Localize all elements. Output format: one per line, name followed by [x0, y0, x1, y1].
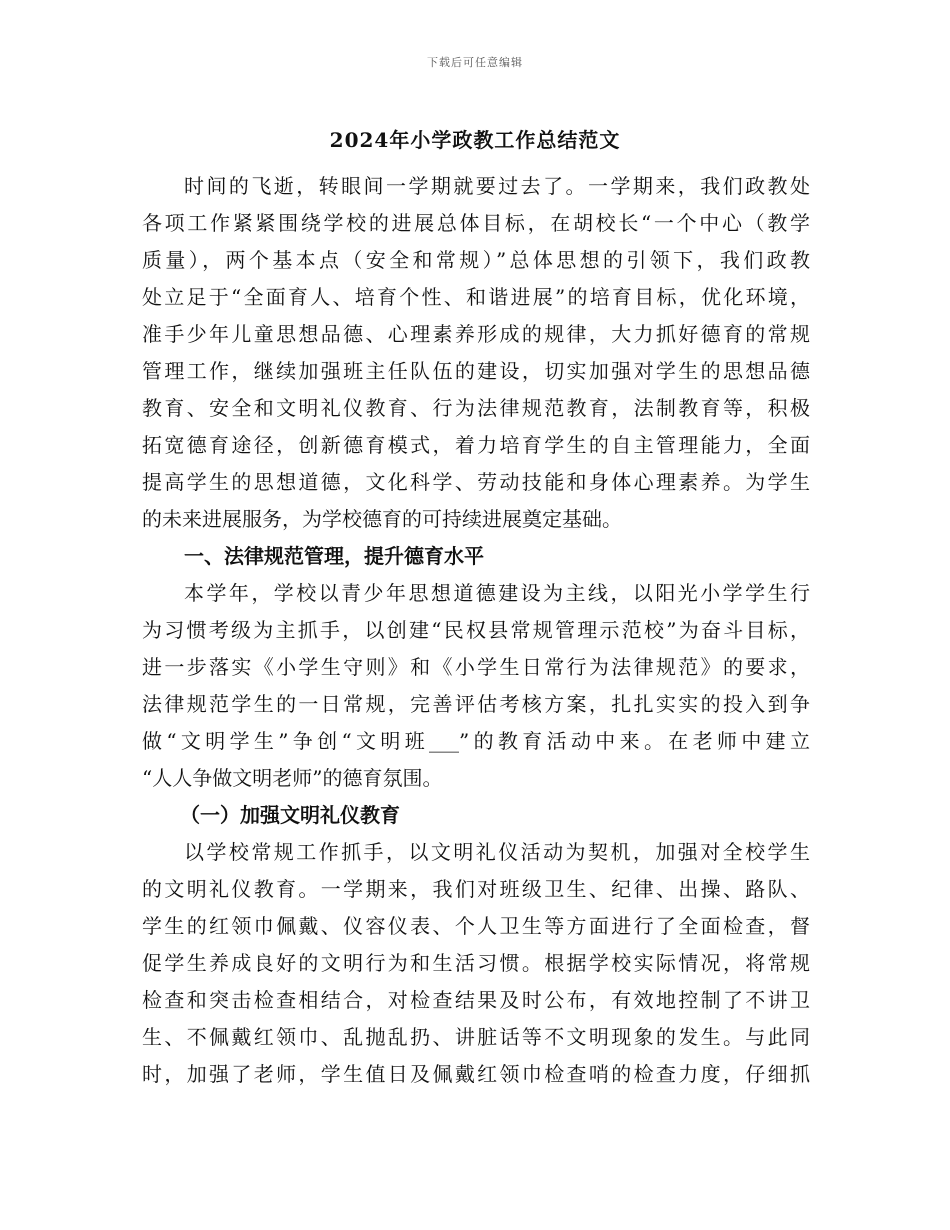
paragraph: [142, 834, 810, 1093]
text-line: 一、法律规范管理，提升德育水平: [184, 544, 484, 568]
text-line: 教育、安全和文明礼仪教育、行为法律规范教育，法制教育等，积极: [142, 396, 810, 420]
document-body: [142, 168, 810, 1093]
text-line: 处立足于“全面育人、培育个性、和谐进展”的培育目标，优化环境，: [142, 285, 810, 309]
text-line: “人人争做文明老师”的德育氛围。: [142, 766, 443, 790]
paragraph: [142, 575, 810, 797]
document-title: 2024年小学政教工作总结范文: [329, 128, 621, 152]
text-line: 准手少年儿童思想品德、心理素养形成的规律，大力抓好德育的常规: [142, 322, 810, 346]
text-line: 的文明礼仪教育。一学期来，我们对班级卫生、纪律、出操、路队、: [142, 877, 810, 901]
paragraph: [142, 168, 810, 538]
text-line: 本学年，学校以青少年思想道德建设为主线，以阳光小学学生行: [184, 581, 810, 605]
text-line: 进一步落实《小学生守则》和《小学生日常行为法律规范》的要求，: [142, 655, 810, 679]
text-line: 检查和突击检查相结合，对检查结果及时公布，有效地控制了不讲卫: [142, 988, 810, 1012]
text-line: （一）加强文明礼仪教育: [180, 803, 400, 827]
text-line: 各项工作紧紧围绕学校的进展总体目标，在胡校长“一个中心（教学: [142, 211, 810, 235]
text-line: 拓宽德育途径，创新德育模式，着力培育学生的自主管理能力，全面: [142, 433, 810, 457]
text-line: 促学生养成良好的文明行为和生活习惯。根据学校实际情况，将常规: [142, 951, 810, 975]
text-line: 的未来进展服务，为学校德育的可持续进展奠定基础。: [142, 507, 622, 531]
text-line: 学生的红领巾佩戴、仪容仪表、个人卫生等方面进行了全面检查，督: [142, 914, 810, 938]
text-line: 做“文明学生”争创“文明班___”的教育活动中来。在老师中建立: [142, 729, 810, 753]
text-line: 提高学生的思想道德，文化科学、劳动技能和身体心理素养。为学生: [142, 470, 810, 494]
text-line: 质量），两个基本点（安全和常规）”总体思想的引领下，我们政教: [142, 248, 810, 272]
text-line: 管理工作，继续加强班主任队伍的建设，切实加强对学生的思想品德: [142, 359, 810, 383]
text-line: 生、不佩戴红领巾、乱抛乱扔、讲脏话等不文明现象的发生。与此同: [142, 1025, 810, 1049]
text-line: 为习惯考级为主抓手，以创建“民权县常规管理示范校”为奋斗目标，: [142, 618, 810, 642]
text-line: 时间的飞逝，转眼间一学期就要过去了。一学期来，我们政教处: [184, 174, 810, 198]
text-line: 以学校常规工作抓手，以文明礼仪活动为契机，加强对全校学生: [184, 840, 810, 864]
subsection-heading: [142, 797, 810, 834]
text-line: 时，加强了老师，学生值日及佩戴红领巾检查哨的检查力度，仔细抓: [142, 1062, 810, 1086]
text-line: 法律规范学生的一日常规，完善评估考核方案，扎扎实实的投入到争: [142, 692, 810, 716]
page-header: 下载后可任意编辑: [427, 56, 523, 69]
section-heading: [142, 538, 810, 575]
